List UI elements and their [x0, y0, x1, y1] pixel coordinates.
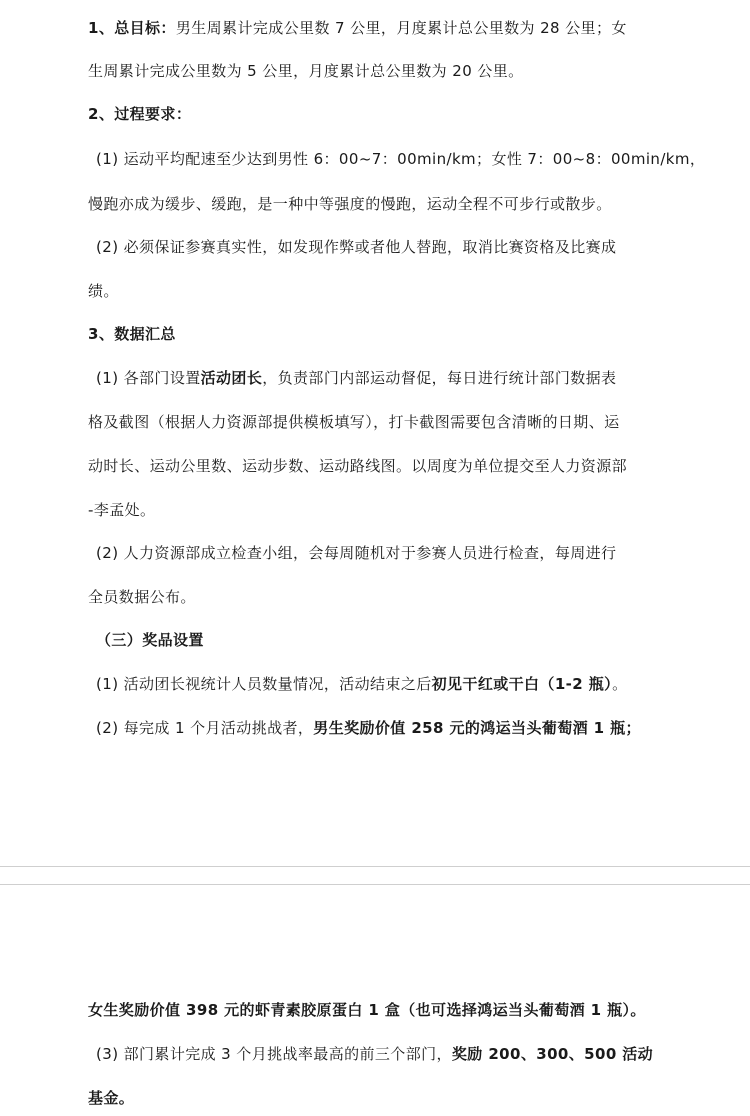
data-item-1-prefix: (1) 各部门设置 — [96, 369, 201, 387]
prize-item-1-prefix: (1) 活动团长视统计人员数量情况，活动结束之后 — [96, 675, 432, 693]
data-item-1-line-4: -李孟处。 — [88, 501, 156, 519]
process-item-2-line-2: 绩。 — [88, 282, 119, 300]
prize-item-1-bold: 初见干红或干白（1-2 瓶） — [431, 675, 613, 693]
goal-text: 男生周累计完成公里数 7 公里，月度累计总公里数为 28 公里；女 — [175, 19, 627, 37]
data-item-1-bold: 活动团长 — [200, 369, 263, 387]
data-item-1-line-3: 动时长、运动公里数、运动步数、运动路线图。以周度为单位提交至人力资源部 — [88, 457, 628, 475]
process-item-1-line-1: (1) 运动平均配速至少达到男性 6：00~7：00min/km；女性 7：00~8：00min/km， — [96, 150, 706, 168]
process-item-1-line-2: 慢跑亦成为缓步、缓跑，是一种中等强度的慢跑，运动全程不可步行或散步。 — [88, 195, 612, 213]
prize-heading: （三）奖品设置 — [96, 631, 204, 649]
data-item-2-line-1: (2) 人力资源部成立检查小组，会每周随机对于参赛人员进行检查，每周进行 — [96, 544, 617, 562]
prize-item-1-suffix: 。 — [612, 675, 628, 693]
prize-item-2-bold: 男生奖励价值 258 元的鸿运当头葡萄酒 1 瓶； — [313, 719, 641, 737]
page-break-line-top — [0, 866, 750, 867]
prize-item-2-continued: 女生奖励价值 398 元的虾青素胶原蛋白 1 盒（也可选择鸿运当头葡萄酒 1 瓶）。 — [88, 1001, 646, 1019]
document-page-2 — [0, 888, 750, 1116]
page-gap — [0, 850, 750, 888]
prize-item-3-bold: 奖励 200、300、500 活动 — [451, 1045, 654, 1063]
data-summary-heading: 3、数据汇总 — [88, 325, 176, 343]
prize-item-3-line-1 — [96, 1044, 653, 1064]
process-heading: 2、过程要求： — [88, 105, 192, 123]
prize-item-2-prefix: (2) 每完成 1 个月活动挑战者， — [96, 719, 314, 737]
data-item-2-line-2: 全员数据公布。 — [88, 588, 196, 606]
prize-item-2 — [96, 718, 641, 738]
goal-line-2: 生周累计完成公里数为 5 公里，月度累计总公里数为 20 公里。 — [88, 62, 524, 80]
goal-line-1 — [88, 18, 627, 38]
goal-label: 1、总目标： — [88, 19, 176, 37]
data-item-1-line-1 — [96, 368, 616, 388]
prize-item-1 — [96, 674, 627, 694]
process-item-2-line-1: (2) 必须保证参赛真实性，如发现作弊或者他人替跑，取消比赛资格及比赛成 — [96, 238, 617, 256]
data-item-1-line-2: 格及截图（根据人力资源部提供模板填写），打卡截图需要包含清晰的日期、运 — [88, 413, 620, 431]
page-break-line-bottom — [0, 884, 750, 885]
data-item-1-suffix: ，负责部门内部运动督促，每日进行统计部门数据表 — [262, 369, 617, 387]
prize-item-3-line-2: 基金。 — [88, 1089, 135, 1107]
prize-item-3-prefix: (3) 部门累计完成 3 个月挑战率最高的前三个部门， — [96, 1045, 452, 1063]
